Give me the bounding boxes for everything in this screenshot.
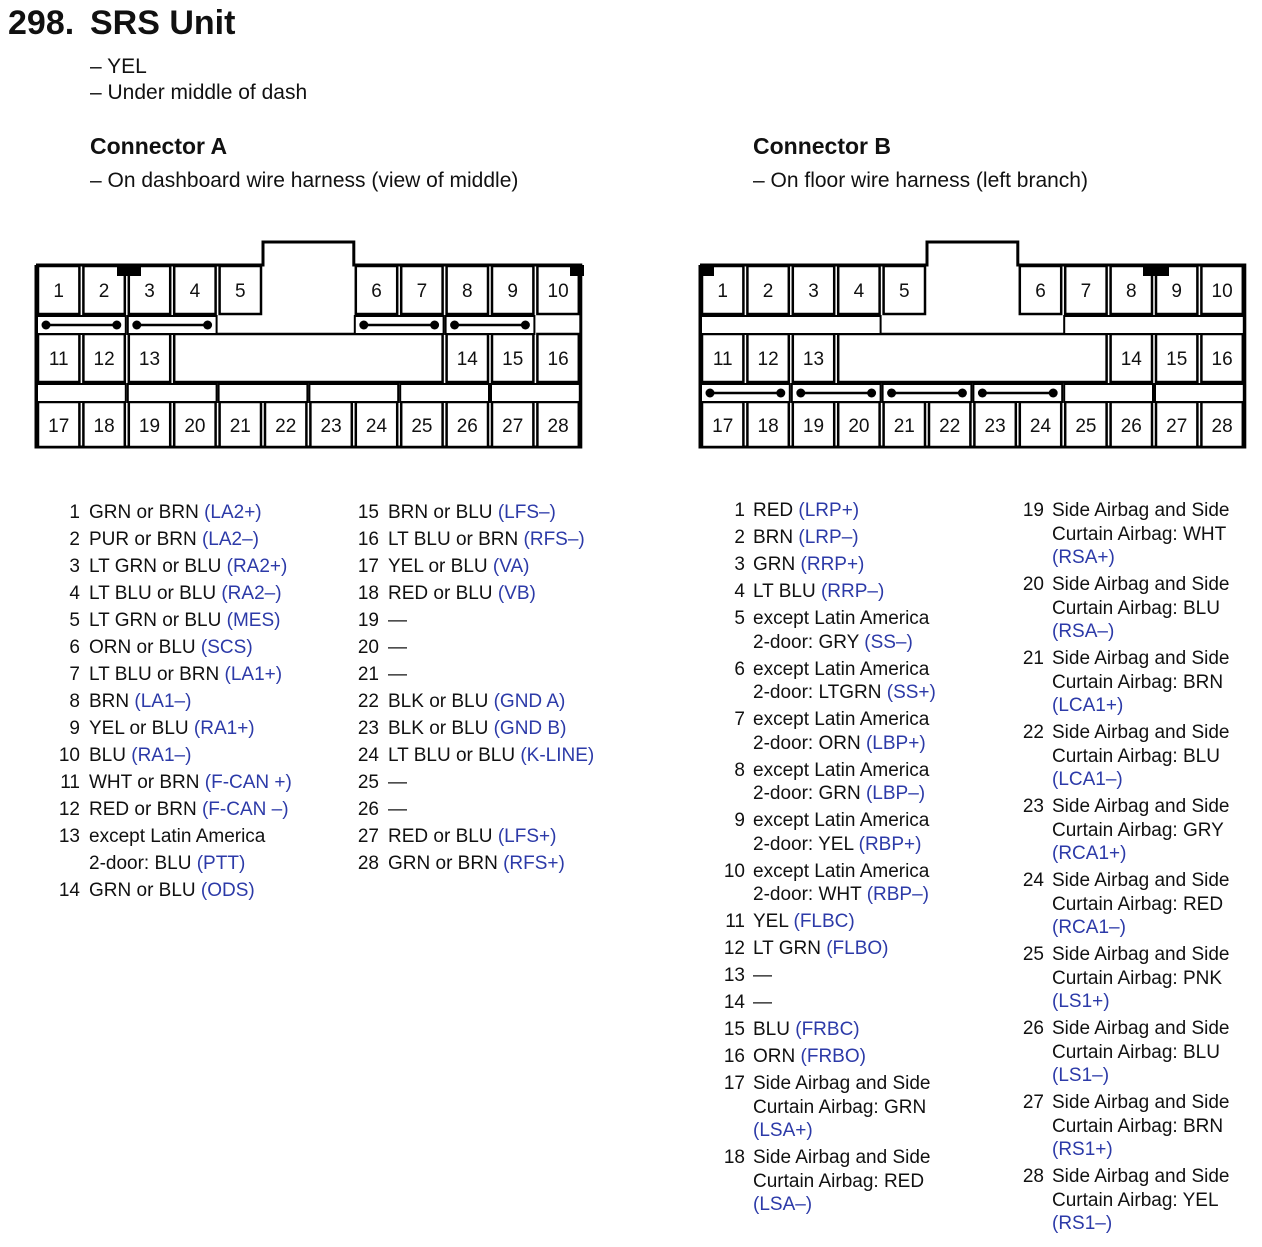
pin-description: YEL or BLU (RA1+) xyxy=(89,718,255,739)
pin-entry xyxy=(58,661,292,688)
pin-description: PUR or BRN (LA2–) xyxy=(89,529,259,550)
pin-number: 4 xyxy=(734,581,745,602)
pin-signal: (LBP–) xyxy=(865,783,926,804)
page-title: SRS Unit xyxy=(90,4,236,42)
connector-a-cavity-label: 13 xyxy=(138,349,161,370)
pin-entry xyxy=(357,715,594,742)
pin-description: — xyxy=(388,664,407,685)
pin-number: 21 xyxy=(1022,648,1044,669)
pin-entry xyxy=(357,580,594,607)
pin-entry xyxy=(721,937,963,961)
pin-description: Side Airbag and Side Curtain Airbag: BLU (LCA1–) xyxy=(1052,722,1230,790)
pin-entry xyxy=(58,769,292,796)
pin-number: 4 xyxy=(69,583,80,604)
pin-entry xyxy=(1020,647,1262,718)
connector-a-cavity-label: 25 xyxy=(411,416,433,437)
pin-number: 20 xyxy=(357,637,379,658)
pin-description: Side Airbag and Side Curtain Airbag: PNK (LS1+) xyxy=(1052,944,1230,1012)
pin-signal: (GND B) xyxy=(493,718,567,739)
pin-number: 12 xyxy=(723,938,745,959)
pin-signal: (RSA+) xyxy=(1052,547,1115,568)
connector-a-cavity-label: 4 xyxy=(189,281,201,302)
pin-entry xyxy=(58,580,292,607)
pin-entry xyxy=(58,526,292,553)
pin-signal: (K-LINE) xyxy=(520,745,595,766)
pin-signal: (FRBC) xyxy=(795,1019,860,1040)
connector-b-cavity-label: 13 xyxy=(802,349,825,370)
pin-entry xyxy=(1020,499,1262,570)
pin-entry xyxy=(721,964,963,988)
connector-b-cavity-label: 5 xyxy=(899,281,910,302)
pin-signal: (LRP–) xyxy=(798,527,859,548)
pin-signal: (LS1–) xyxy=(1052,1065,1110,1086)
pin-number: 24 xyxy=(1022,870,1044,891)
connector-b-pins-col2 xyxy=(1020,499,1262,1239)
pin-description: BRN (LRP–) xyxy=(753,527,859,548)
pin-number: 22 xyxy=(357,691,379,712)
pin-description: Side Airbag and Side Curtain Airbag: BRN (LCA1+) xyxy=(1052,648,1230,716)
pin-number: 5 xyxy=(69,610,80,631)
pin-description: LT GRN or BLU (MES) xyxy=(89,610,281,631)
pin-number: 28 xyxy=(1022,1166,1044,1187)
pin-number: 12 xyxy=(58,799,80,820)
connector-b-cavity-label: 14 xyxy=(1120,349,1142,370)
connector-b-title: Connector B xyxy=(753,133,891,159)
pin-entry xyxy=(721,580,963,604)
connector-b-cavity-label: 24 xyxy=(1029,416,1052,437)
pin-number: 7 xyxy=(69,664,80,685)
pin-number: 16 xyxy=(723,1046,745,1067)
connector-b-cavity-label: 17 xyxy=(712,416,734,437)
connector-b-cavity-label: 19 xyxy=(802,416,825,437)
connector-b-cavity-label: 15 xyxy=(1166,349,1188,370)
pin-entry xyxy=(357,688,594,715)
pin-description: except Latin America 2-door: WHT (RBP–) xyxy=(753,860,930,905)
pin-signal: (FRBO) xyxy=(800,1046,866,1067)
pin-entry xyxy=(721,607,963,654)
pin-description: — xyxy=(753,965,772,986)
pin-number: 28 xyxy=(357,853,379,874)
pin-signal: (LSA–) xyxy=(753,1194,813,1215)
unit-location: – Under middle of dash xyxy=(90,81,308,104)
pin-number: 9 xyxy=(69,718,80,739)
pin-description: BRN or BLU (LFS–) xyxy=(388,502,556,523)
pin-number: 13 xyxy=(723,965,745,986)
connector-b-cavity-label: 1 xyxy=(717,281,728,302)
pin-entry xyxy=(357,742,594,769)
pin-signal: (LA1–) xyxy=(134,691,192,712)
pin-signal: (LA2–) xyxy=(201,529,259,550)
pin-entry xyxy=(58,607,292,634)
pin-number: 11 xyxy=(725,911,745,932)
connector-a-cavity-label: 20 xyxy=(184,416,206,437)
pin-description: — xyxy=(388,610,407,631)
pin-number: 27 xyxy=(1022,1092,1044,1113)
pin-signal: (FLBO) xyxy=(826,938,889,959)
pin-entry xyxy=(357,634,594,661)
pin-description: RED (LRP+) xyxy=(753,500,860,521)
pin-entry xyxy=(721,1018,963,1042)
pin-entry xyxy=(357,607,594,634)
pin-description: Side Airbag and Side Curtain Airbag: YEL (RS1–) xyxy=(1052,1166,1230,1234)
pin-description: — xyxy=(753,992,772,1013)
pin-entry xyxy=(1020,1017,1262,1088)
pin-number: 24 xyxy=(357,745,379,766)
pin-number: 20 xyxy=(1022,574,1044,595)
pin-entry xyxy=(721,553,963,577)
pin-entry xyxy=(58,877,292,904)
pin-description: RED or BLU (VB) xyxy=(388,583,536,604)
pin-description: GRN or BLU (ODS) xyxy=(89,880,255,901)
pin-entry xyxy=(721,526,963,550)
pin-signal: (LA2+) xyxy=(204,502,262,523)
pin-entry xyxy=(58,823,292,877)
connector-a-cavity-label: 23 xyxy=(320,416,342,437)
pin-signal: (RA1+) xyxy=(193,718,255,739)
connector-b-cavity-label: 16 xyxy=(1211,349,1233,370)
pin-description: Side Airbag and Side Curtain Airbag: BRN (RS1+) xyxy=(1052,1092,1230,1160)
unit-color: – YEL xyxy=(90,55,147,78)
pin-signal: (LBP+) xyxy=(865,732,926,754)
pin-number: 5 xyxy=(734,608,745,629)
connector-a-cavity-label: 3 xyxy=(144,281,155,302)
pin-number: 23 xyxy=(1022,796,1044,817)
connector-a-cavity-label: 28 xyxy=(547,416,569,437)
connector-b-cavity-label: 7 xyxy=(1080,281,1092,302)
pin-entry xyxy=(58,742,292,769)
connector-a-title: Connector A xyxy=(90,133,228,159)
pin-number: 2 xyxy=(734,527,745,548)
pin-number: 6 xyxy=(69,637,80,658)
connector-a-cavity-label: 24 xyxy=(365,416,388,437)
pin-description: except Latin America 2-door: LTGRN (SS+) xyxy=(753,658,936,703)
connector-a-key-mark xyxy=(570,265,584,276)
pin-entry xyxy=(357,850,594,877)
connector-b-key-mark xyxy=(1143,265,1169,276)
pin-description: BLK or BLU (GND A) xyxy=(388,691,566,712)
pin-signal: (LCA1+) xyxy=(1052,695,1124,716)
connector-a-cavity-label: 19 xyxy=(138,416,161,437)
pin-signal: (VA) xyxy=(492,556,530,577)
connector-a-cavity-label: 1 xyxy=(53,281,64,302)
connector-a-cavity-label: 10 xyxy=(547,281,569,302)
pin-description: — xyxy=(388,637,407,658)
connector-a-cavity-label: 2 xyxy=(98,281,110,302)
pin-signal: (RA2+) xyxy=(226,556,288,577)
connector-b-pins-col1 xyxy=(721,499,963,1220)
connector-a-cavity-label: 16 xyxy=(547,349,569,370)
connector-a-cavity-label: 9 xyxy=(507,281,518,302)
pin-signal: (LFS–) xyxy=(497,502,556,523)
connector-b-cavity-label: 25 xyxy=(1075,416,1097,437)
connector-b-cavity-label: 11 xyxy=(712,349,733,370)
connector-a-cavity-label: 14 xyxy=(456,349,478,370)
pin-number: 25 xyxy=(1022,944,1044,965)
pin-description: LT GRN or BLU (RA2+) xyxy=(89,556,288,577)
connector-a-pins-col1 xyxy=(58,499,292,904)
pin-entry xyxy=(721,809,963,856)
pin-entry xyxy=(58,553,292,580)
pin-number: 2 xyxy=(69,529,80,550)
pin-number: 6 xyxy=(734,658,745,680)
pin-signal: (MES) xyxy=(226,610,281,631)
pin-number: 15 xyxy=(723,1019,745,1040)
pin-number: 8 xyxy=(69,691,80,712)
connector-b-cavity-label: 20 xyxy=(848,416,870,437)
pin-number: 19 xyxy=(1022,500,1044,521)
pin-number: 14 xyxy=(58,880,80,901)
pin-number: 26 xyxy=(1022,1018,1044,1039)
connector-a-key-mark xyxy=(117,265,141,276)
pin-number: 25 xyxy=(357,772,379,793)
connector-a-location: – On dashboard wire harness (view of middle) xyxy=(90,169,519,192)
pin-description: LT BLU or BRN (LA1+) xyxy=(89,664,283,685)
pin-number: 3 xyxy=(734,554,745,575)
connector-b-cavity-label: 18 xyxy=(757,416,779,437)
pin-description: LT BLU or BRN (RFS–) xyxy=(388,529,585,550)
pin-entry xyxy=(721,1072,963,1143)
pin-signal: (RCA1+) xyxy=(1052,843,1127,864)
pin-signal: (SS+) xyxy=(886,682,936,703)
pin-description: YEL or BLU (VA) xyxy=(388,556,530,577)
pin-signal: (RRP+) xyxy=(800,554,865,575)
pin-signal: (VB) xyxy=(497,583,536,604)
pin-signal: (LA1+) xyxy=(224,664,283,685)
connector-a-cavity-label: 26 xyxy=(456,416,478,437)
connector-b-cavity-label: 9 xyxy=(1171,281,1182,302)
connector-a-cavity-label: 17 xyxy=(48,416,70,437)
pin-entry xyxy=(1020,869,1262,940)
connector-a-cavity-label: 8 xyxy=(462,281,473,302)
pin-description: except Latin America 2-door: GRN (LBP–) xyxy=(753,759,930,804)
pin-description: Side Airbag and Side Curtain Airbag: GRY (RCA1+) xyxy=(1052,796,1230,864)
pin-description: GRN or BRN (RFS+) xyxy=(388,853,565,874)
pin-description: except Latin America 2-door: GRY (SS–) xyxy=(753,608,930,653)
connector-a-diagram xyxy=(36,242,584,447)
connector-b-location: – On floor wire harness (left branch) xyxy=(753,169,1088,192)
pin-number: 14 xyxy=(723,992,745,1013)
pin-number: 15 xyxy=(357,502,379,523)
connector-b-cavity-label: 23 xyxy=(984,416,1006,437)
pin-signal: (SS–) xyxy=(864,631,913,653)
pin-entry xyxy=(721,708,963,755)
connector-b-cavity-label: 21 xyxy=(893,416,915,437)
pin-description: YEL (FLBC) xyxy=(753,911,855,932)
pin-signal: (ODS) xyxy=(200,880,255,901)
connector-b-cavity-label: 10 xyxy=(1211,281,1233,302)
pin-description: Side Airbag and Side Curtain Airbag: BLU (LS1–) xyxy=(1052,1018,1230,1086)
connector-b-cavity-label: 22 xyxy=(939,416,961,437)
pin-signal: (F-CAN +) xyxy=(204,772,292,793)
pin-description: RED or BLU (LFS+) xyxy=(388,826,557,847)
pin-signal: (GND A) xyxy=(493,691,566,712)
pin-entry xyxy=(357,769,594,796)
pin-number: 18 xyxy=(723,1147,745,1168)
pin-description: Side Airbag and Side Curtain Airbag: BLU (RSA–) xyxy=(1052,574,1230,642)
pin-number: 13 xyxy=(58,826,80,847)
pin-signal: (RRP–) xyxy=(820,581,885,602)
pin-entry xyxy=(357,526,594,553)
connector-a-cavity-label: 12 xyxy=(93,349,115,370)
connector-b-diagram xyxy=(700,242,1245,447)
pin-description: Side Airbag and Side Curtain Airbag: GRN (LSA+) xyxy=(753,1073,931,1141)
connector-b-cavity-label: 4 xyxy=(853,281,865,302)
pin-signal: (RBP–) xyxy=(866,884,929,905)
pin-entry xyxy=(357,823,594,850)
pin-signal: (RS1+) xyxy=(1052,1139,1113,1160)
pin-number: 7 xyxy=(734,709,745,730)
pin-entry xyxy=(1020,721,1262,792)
pin-description: — xyxy=(388,772,407,793)
pin-entry xyxy=(58,796,292,823)
pin-entry xyxy=(1020,1165,1262,1236)
connector-a-cavity-label: 18 xyxy=(93,416,115,437)
pin-entry xyxy=(1020,795,1262,866)
pin-description: LT BLU or BLU (RA2–) xyxy=(89,583,282,604)
pin-entry xyxy=(58,715,292,742)
connector-b-cavity-label: 26 xyxy=(1120,416,1142,437)
connector-diagrams xyxy=(0,230,1262,460)
pin-number: 10 xyxy=(723,860,745,882)
pin-signal: (RA1–) xyxy=(131,745,192,766)
pin-entry xyxy=(721,991,963,1015)
pin-signal: (RS1–) xyxy=(1052,1213,1113,1234)
pin-signal: (LS1+) xyxy=(1052,991,1110,1012)
pin-description: BLU (FRBC) xyxy=(753,1019,860,1040)
connector-a-cavity-label: 7 xyxy=(416,281,428,302)
pin-description: BLU (RA1–) xyxy=(89,745,192,766)
pin-number: 17 xyxy=(723,1073,745,1094)
pin-description: except Latin America 2-door: ORN (LBP+) xyxy=(753,709,930,754)
connector-b-cavity-label: 6 xyxy=(1035,281,1046,302)
connector-a-cavity-label: 6 xyxy=(371,281,382,302)
pin-signal: (LRP+) xyxy=(798,500,860,521)
pin-number: 18 xyxy=(357,583,379,604)
pin-description: LT BLU (RRP–) xyxy=(753,581,885,602)
pin-signal: (LCA1–) xyxy=(1052,769,1123,790)
pin-description: Side Airbag and Side Curtain Airbag: WHT (RSA+) xyxy=(1052,500,1230,568)
pin-entry xyxy=(357,661,594,688)
pin-description: BLK or BLU (GND B) xyxy=(388,718,567,739)
connector-b-cavity-label: 2 xyxy=(762,281,774,302)
pin-entry xyxy=(1020,573,1262,644)
pin-entry xyxy=(58,634,292,661)
pin-entry xyxy=(58,688,292,715)
pin-description: GRN or BRN (LA2+) xyxy=(89,502,262,523)
pin-number: 27 xyxy=(357,826,379,847)
pin-number: 26 xyxy=(357,799,379,820)
connector-a-cavity-label: 5 xyxy=(235,281,246,302)
pin-description: LT GRN (FLBO) xyxy=(753,938,889,959)
pin-description: RED or BRN (F-CAN –) xyxy=(89,799,289,820)
pin-entry xyxy=(721,499,963,523)
pin-entry xyxy=(1020,1091,1262,1162)
connector-a-pins-col2 xyxy=(357,499,594,877)
pin-entry xyxy=(721,910,963,934)
pin-entry xyxy=(1020,943,1262,1014)
pin-number: 22 xyxy=(1022,722,1044,743)
pin-signal: (RCA1–) xyxy=(1052,917,1126,938)
pin-description: WHT or BRN (F-CAN +) xyxy=(89,772,292,793)
pin-signal: (SCS) xyxy=(200,637,253,658)
pin-description: LT BLU or BLU (K-LINE) xyxy=(388,745,595,766)
pin-signal: (RSA–) xyxy=(1052,621,1115,642)
connector-b-cavity-label: 12 xyxy=(757,349,779,370)
pin-entry xyxy=(357,796,594,823)
connector-b-cavity-label: 3 xyxy=(808,281,819,302)
connector-b-key-mark xyxy=(700,265,714,276)
pin-signal: (RBP+) xyxy=(858,833,922,855)
pin-signal: (FLBC) xyxy=(793,911,855,932)
connector-a-cavity-label: 27 xyxy=(502,416,524,437)
pin-signal: (RFS–) xyxy=(523,529,585,550)
pin-signal: (LFS+) xyxy=(497,826,557,847)
connector-b-cavity-label: 8 xyxy=(1126,281,1137,302)
pin-description: ORN (FRBO) xyxy=(753,1046,866,1067)
section-number: 298. xyxy=(8,4,75,42)
pin-signal: (F-CAN –) xyxy=(201,799,289,820)
pin-number: 1 xyxy=(734,500,745,521)
pin-entry xyxy=(357,499,594,526)
pin-description: BRN (LA1–) xyxy=(89,691,192,712)
pin-description: — xyxy=(388,799,407,820)
pin-entry xyxy=(357,553,594,580)
pin-number: 10 xyxy=(58,745,80,766)
pin-entry xyxy=(721,1146,963,1217)
pin-entry xyxy=(58,499,292,526)
pin-signal: (PTT) xyxy=(196,853,246,874)
pin-number: 21 xyxy=(357,664,379,685)
connector-b-cavity-label: 28 xyxy=(1211,416,1233,437)
pin-entry xyxy=(721,759,963,806)
pin-description: ORN or BLU (SCS) xyxy=(89,637,253,658)
pin-number: 23 xyxy=(357,718,379,739)
pin-number: 8 xyxy=(734,759,745,781)
connector-b-cavity-label: 27 xyxy=(1166,416,1188,437)
pin-number: 16 xyxy=(357,529,379,550)
pin-number: 1 xyxy=(69,502,80,523)
pin-description: Side Airbag and Side Curtain Airbag: RED (LSA–) xyxy=(753,1147,931,1215)
connector-a-cavity-label: 15 xyxy=(502,349,524,370)
pin-entry xyxy=(721,658,963,705)
pin-number: 19 xyxy=(357,610,379,631)
pin-number: 17 xyxy=(357,556,379,577)
pin-description: except Latin America 2-door: YEL (RBP+) xyxy=(753,810,930,855)
connector-a-cavity-label: 11 xyxy=(48,349,69,370)
pin-description: GRN (RRP+) xyxy=(753,554,865,575)
pin-number: 11 xyxy=(60,772,80,793)
connector-a-cavity-label: 22 xyxy=(275,416,297,437)
pin-number: 9 xyxy=(734,810,745,831)
pin-signal: (RA2–) xyxy=(221,583,282,604)
pin-entry xyxy=(721,860,963,907)
connector-a-cavity-label: 21 xyxy=(229,416,251,437)
pin-description: except Latin America 2-door: BLU (PTT) xyxy=(89,826,266,874)
pin-entry xyxy=(721,1045,963,1069)
pin-signal: (LSA+) xyxy=(753,1120,813,1141)
pin-signal: (RFS+) xyxy=(503,853,565,874)
pin-description: Side Airbag and Side Curtain Airbag: RED (RCA1–) xyxy=(1052,870,1230,938)
pin-number: 3 xyxy=(69,556,80,577)
